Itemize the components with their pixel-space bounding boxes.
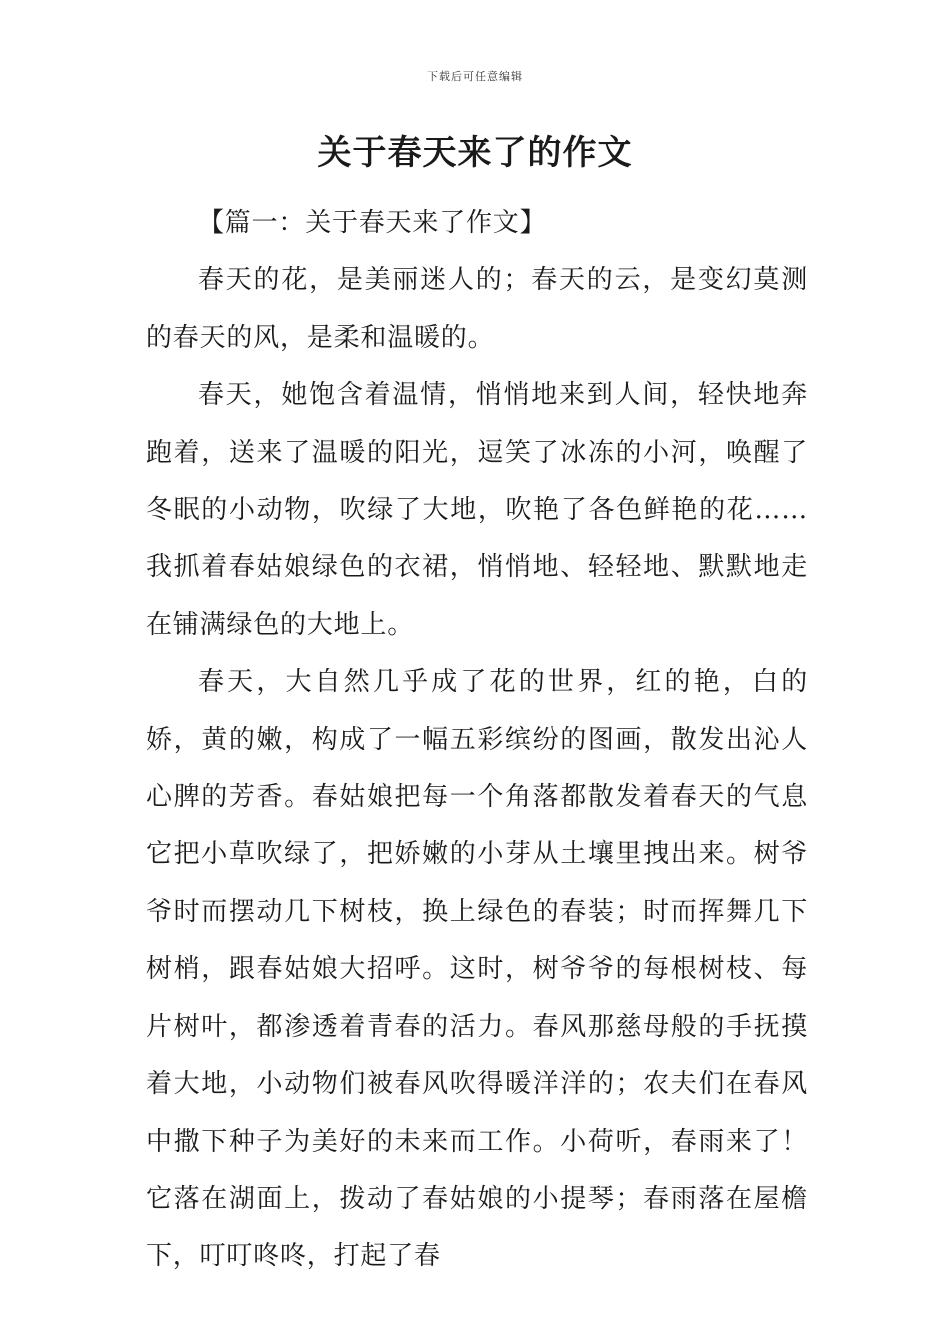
document-body	[146, 195, 808, 1286]
section-heading: 【篇一：关于春天来了作文】	[198, 208, 547, 238]
header-note: 下载后可任意编辑	[427, 70, 523, 83]
paragraph-1: 春天的花，是美丽迷人的；春天的云，是变幻莫测的春天的风，是柔和温暖的。	[146, 265, 808, 353]
document-title: 关于春天来了的作文	[317, 133, 633, 173]
paragraph-3: 春天，大自然几乎成了花的世界，红的艳，白的娇，黄的嫩，构成了一幅五彩缤纷的图画，散发出沁人心脾的芳香。春姑娘把每一个角落都散发着春天的气息它把小草吹绿了，把娇嫩的小芽从土壤里拽出来。树爷爷时而摆动几下树枝，换上绿色的春装；时而挥舞几下树梢，跟春姑娘大招呼。这时，树爷爷的每根树枝、每片树叶，都渗透着青春的活力。春风那慈母般的手抚摸着大地，小动物们被春风吹得暖洋洋的；农夫们在春风中撒下种子为美好的未来而工作。小荷听，春雨来了！它落在湖面上，拨动了春姑娘的小提琴；春雨落在屋檐下，叮叮咚咚，打起了春	[146, 667, 808, 1272]
paragraph-2: 春天，她饱含着温情，悄悄地来到人间，轻快地奔跑着，送来了温暖的阳光，逗笑了冰冻的小河，唤醒了冬眠的小动物，吹绿了大地，吹艳了各色鲜艳的花……我抓着春姑娘绿色的衣裙，悄悄地、轻轻地、默默地走在铺满绿色的大地上。	[146, 380, 808, 640]
